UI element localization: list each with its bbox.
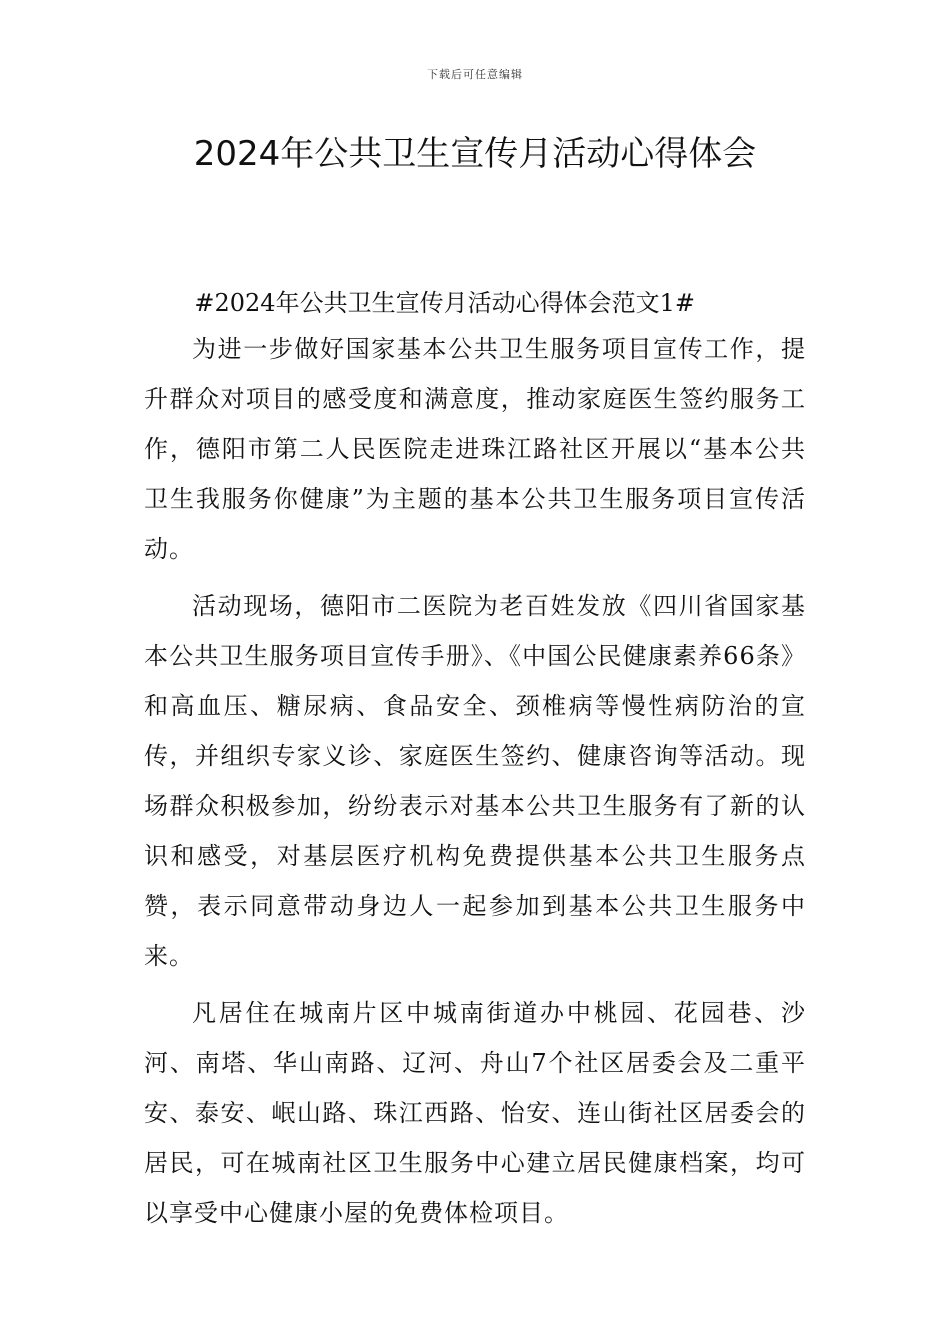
section-subheading: #2024年公共卫生宣传月活动心得体会范文1# (194, 289, 695, 317)
paragraph-3: 凡居住在城南片区中城南街道办中桃园、花园巷、沙河、南塔、华山南路、辽河、舟山7个社区居委会及二重平安、泰安、岷山路、珠江西路、怡安、连山街社区居委会的居民，可在城南社区卫生服务中心建立居民健康档案，均可以享受中心健康小屋的免费体检项目。 (144, 999, 806, 1227)
document-body (144, 282, 806, 1238)
paragraph-2: 活动现场，德阳市二医院为老百姓发放《四川省国家基本公共卫生服务项目宣传手册》、《中国公民健康素养66条》和高血压、糖尿病、食品安全、颈椎病等慢性病防治的宣传，并组织专家义诊、家庭医生签约、健康咨询等活动。现场群众积极参加，纷纷表示对基本公共卫生服务有了新的认识和感受，对基层医疗机构免费提供基本公共卫生服务点赞，表示同意带动身边人一起参加到基本公共卫生服务中来。 (144, 592, 806, 970)
header-note: 下载后可任意编辑 (427, 68, 523, 81)
paragraph-gap (144, 981, 806, 988)
paragraph-gap (144, 574, 806, 581)
document-title: 2024年公共卫生宣传月活动心得体会 (193, 134, 757, 174)
paragraph-1: 为进一步做好国家基本公共卫生服务项目宣传工作，提升群众对项目的感受度和满意度，推动家庭医生签约服务工作，德阳市第二人民医院走进珠江路社区开展以“基本公共卫生我服务你健康”为主题的基本公共卫生服务项目宣传活动。 (144, 335, 806, 563)
